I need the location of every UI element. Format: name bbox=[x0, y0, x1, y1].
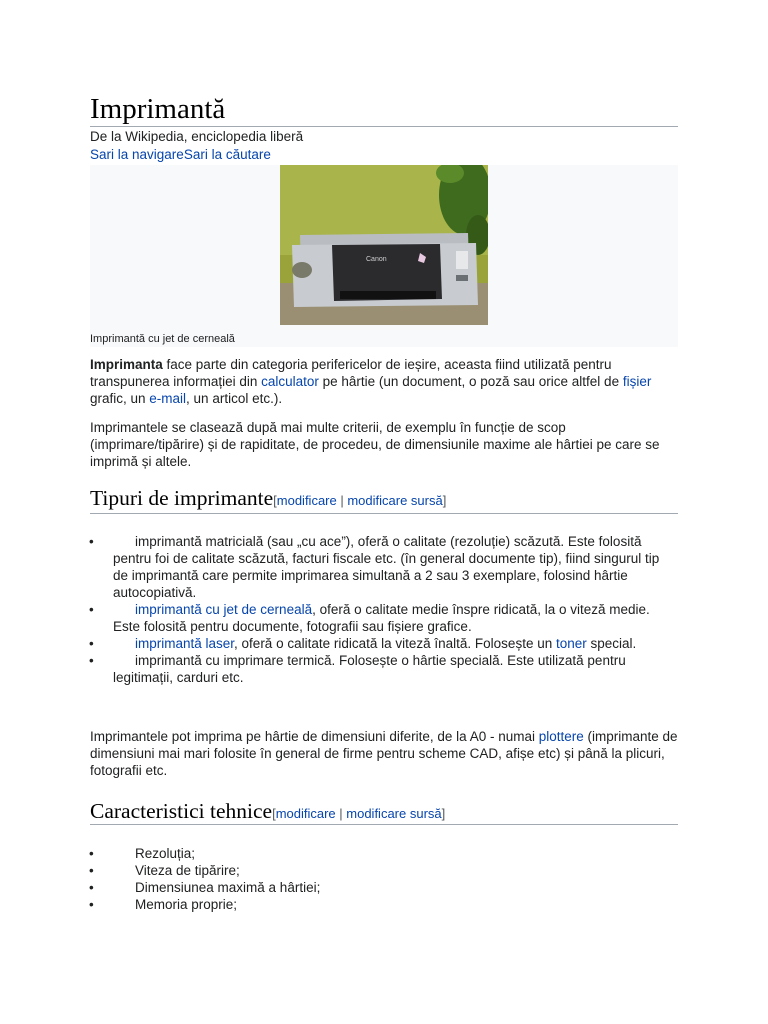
section-heading-caracteristici bbox=[90, 799, 445, 826]
list-item bbox=[90, 896, 678, 913]
list-item-text: Rezoluția; bbox=[135, 846, 196, 861]
link-e-mail[interactable]: e-mail bbox=[149, 391, 187, 406]
list-item bbox=[90, 533, 678, 601]
printer-photo[interactable] bbox=[280, 165, 488, 325]
jump-to-navigation-link[interactable]: Sari la navigare bbox=[90, 147, 184, 162]
bullet: • bbox=[89, 602, 94, 617]
jump-to-search-link[interactable]: Sari la căutare bbox=[183, 147, 271, 162]
bullet: • bbox=[89, 880, 94, 895]
link-plottere[interactable]: plottere bbox=[538, 729, 584, 744]
list-item bbox=[90, 601, 678, 635]
page-title: Imprimantă bbox=[90, 93, 226, 125]
edit-section-link[interactable]: modificare bbox=[276, 493, 337, 508]
link-toner[interactable]: toner bbox=[555, 636, 587, 651]
list-item-text: Viteza de tipărire; bbox=[135, 863, 240, 878]
list-item bbox=[90, 879, 678, 896]
section-divider bbox=[90, 513, 678, 514]
intro-text: , un articol etc.). bbox=[186, 391, 283, 406]
article-subject-bold: Imprimanta bbox=[90, 357, 163, 372]
intro-text: pe hârtie (un document, o poză sau orice altfel de bbox=[318, 374, 623, 389]
edit-source-link[interactable]: modificare sursă bbox=[347, 493, 443, 508]
list-item-text: imprimantă cu imprimare termică. Folosește o hârtie specială. Este utilizată pentru legitimații, carduri etc. bbox=[113, 653, 626, 685]
edit-bracket: ] bbox=[442, 493, 447, 508]
list-item-text: Memoria proprie; bbox=[135, 897, 238, 912]
section-heading-tipuri bbox=[90, 486, 446, 513]
characteristics-list bbox=[90, 845, 678, 913]
edit-section-link[interactable]: modificare bbox=[275, 806, 336, 821]
printer-brand-label: Canon bbox=[366, 256, 387, 263]
section-edit-links bbox=[272, 806, 445, 821]
thumbnail-figure bbox=[90, 165, 678, 347]
title-divider bbox=[90, 126, 678, 127]
edit-bracket: [ bbox=[272, 806, 276, 821]
link-jet-de-cerneala[interactable]: imprimantă cu jet de cerneală bbox=[135, 602, 313, 617]
list-item bbox=[90, 862, 678, 879]
edit-bracket: ] bbox=[441, 806, 446, 821]
list-item-text: Dimensiunea maximă a hârtiei; bbox=[135, 880, 321, 895]
section-divider bbox=[90, 824, 678, 825]
section-title: Caracteristici tehnice bbox=[90, 799, 273, 823]
printer-types-list bbox=[90, 533, 678, 686]
edit-separator: | bbox=[335, 806, 347, 821]
paragraph-text: Imprimantele pot imprima pe hârtie de dimensiuni diferite, de la A0 - numai bbox=[90, 729, 539, 744]
link-imprimanta-laser[interactable]: imprimantă laser bbox=[135, 636, 235, 651]
bullet: • bbox=[89, 897, 94, 912]
list-item-text: , oferă o calitate ridicată la viteză înaltă. Folosește un bbox=[234, 636, 556, 651]
bullet: • bbox=[89, 636, 94, 651]
list-item bbox=[90, 635, 678, 652]
intro-text: grafic, un bbox=[90, 391, 150, 406]
list-item bbox=[90, 652, 678, 686]
list-item bbox=[90, 845, 678, 862]
intro-paragraph-2: Imprimantele se clasează după mai multe criterii, de exemplu în funcție de scop (imprimare/tipărire) și de rapiditate, de procedeu, de dimensiunile maxime ale hârtiei pe care se imprimă și altele. bbox=[90, 420, 660, 469]
bullet: • bbox=[89, 653, 94, 668]
bullet: • bbox=[89, 534, 94, 549]
bullet: • bbox=[89, 863, 94, 878]
tagline: De la Wikipedia, enciclopedia liberă bbox=[90, 129, 304, 144]
section-edit-links bbox=[273, 493, 446, 508]
bullet: • bbox=[89, 846, 94, 861]
intro-paragraph-1 bbox=[90, 356, 678, 407]
section-title: Tipuri de imprimante bbox=[90, 486, 274, 510]
jump-links bbox=[90, 147, 271, 163]
list-item-text: imprimantă matricială (sau „cu ace”), oferă o calitate (rezoluție) scăzută. Este folosită pentru foi de calitate scăzută, facturi fiscale etc. (în general documente tip), fiind singurul tip de imprimantă care permite imprimarea simultană a 2 sau 3 exemplare, folosind hârtie autocopiativă. bbox=[113, 534, 660, 600]
edit-separator: | bbox=[336, 493, 348, 508]
paragraph-text: (imprimante de dimensiuni mai mari folosite în general de firme pentru scheme CAD, afișe etc) și până la plicuri, fotografii etc. bbox=[90, 729, 678, 778]
figure-caption: Imprimantă cu jet de cerneală bbox=[90, 333, 235, 345]
list-item-text: , oferă o calitate medie înspre ridicată, la o viteză medie. Este folosită pentru documente, fotografii sau fișiere grafice. bbox=[113, 602, 650, 634]
edit-source-link[interactable]: modificare sursă bbox=[346, 806, 442, 821]
link-fisier[interactable]: fișier bbox=[622, 374, 652, 389]
list-item-text: special. bbox=[586, 636, 637, 651]
link-calculator[interactable]: calculator bbox=[261, 374, 319, 389]
intro-text: face parte din categoria perifericelor de ieșire, aceasta fiind utilizată pentru transpunerea informației din bbox=[90, 357, 612, 389]
edit-bracket: [ bbox=[273, 493, 277, 508]
paper-size-paragraph bbox=[90, 728, 678, 779]
